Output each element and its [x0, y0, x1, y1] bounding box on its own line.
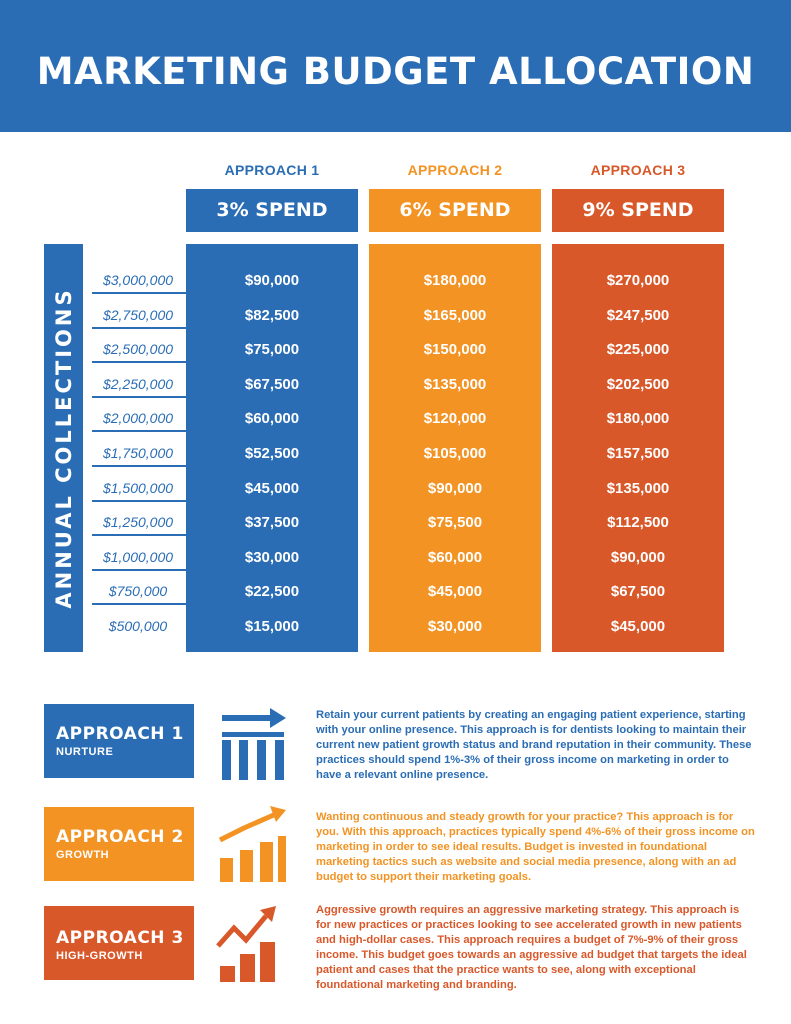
budget-cell: $202,500 [606, 375, 670, 393]
budget-cell: $247,500 [606, 306, 670, 324]
row-divider [92, 534, 186, 536]
row-label: $2,500,000 [102, 341, 174, 358]
budget-cell: $90,000 [427, 479, 483, 497]
row-label: $1,750,000 [102, 445, 174, 461]
annual-collections-bar [44, 244, 83, 652]
budget-cell: $30,000 [427, 618, 483, 635]
row-label: $500,000 [108, 618, 168, 634]
row-divider [92, 327, 186, 329]
budget-cell: $45,000 [244, 479, 300, 497]
budget-cell: $45,000 [427, 583, 483, 601]
budget-cell: $75,500 [427, 514, 483, 532]
row-label: $3,000,000 [102, 272, 174, 288]
row-label: $1,500,000 [102, 479, 174, 496]
row-divider [92, 500, 186, 502]
budget-cell: $180,000 [423, 272, 487, 289]
budget-cell: $150,000 [423, 341, 487, 359]
budget-cell: $180,000 [606, 410, 670, 428]
budget-cell: $165,000 [423, 306, 487, 324]
approach-1-column [186, 244, 358, 652]
budget-cell: $135,000 [606, 479, 670, 497]
approach-1-box-title: APPROACH 1 [56, 724, 184, 744]
approach-1-description: Retain your current patients by creating an engaging patient experience, starting with your online presence. This approach is for dentists looking to maintain their current new patient growth status and brand reputation in their community. These practices should spend 1%-3% of their gross income on marketing in order to have a relevant online presence. [316, 709, 752, 781]
approach-3-box-title: APPROACH 3 [56, 928, 184, 948]
page-title: MARKETING BUDGET ALLOCATION [36, 50, 755, 93]
annual-collections-label: ANNUAL COLLECTIONS [51, 287, 76, 609]
budget-cell: $157,500 [606, 445, 670, 462]
row-label: $1,250,000 [102, 514, 174, 531]
approach-2-description: Wanting continuous and steady growth for your practice? This approach is for you. With this approach, practices typically spend 4%-6% of their gross income on marketing in order to see ideal results. Budget is invested in foundational marketing tactics such as website and social media presence, along with an ad budget to support their marketing goals. [316, 811, 755, 883]
approach-1-label: APPROACH 1 [224, 162, 320, 178]
row-divider [92, 430, 186, 432]
spend-3-header: 3% SPEND [186, 189, 358, 232]
approach-3-description: Aggressive growth requires an aggressive marketing strategy. This approach is for new practices or practices looking to see accelerated growth in new patients and high-dollar cases. This approach requires a budget of 7%-9% of their gross income. This budget goes towards an aggressive ad budget that targets the ideal patient and cases that the practice wants to see, along with exceptional foundational marketing and branding. [316, 904, 747, 991]
budget-cell: $60,000 [427, 548, 483, 566]
title-banner [0, 0, 791, 132]
budget-cell: $225,000 [606, 341, 670, 359]
budget-cell: $270,000 [606, 272, 670, 289]
spend-9-header: 9% SPEND [552, 189, 724, 232]
approach-2-label: APPROACH 2 [407, 162, 503, 178]
approach-3-column [552, 244, 724, 652]
budget-cell: $105,000 [423, 445, 487, 462]
row-divider [92, 292, 186, 294]
budget-cell: $120,000 [423, 410, 487, 428]
budget-cell: $90,000 [610, 548, 666, 566]
budget-cell: $135,000 [423, 375, 487, 393]
row-divider [92, 603, 186, 605]
budget-cell: $67,500 [244, 375, 300, 393]
budget-cell: $112,500 [607, 514, 669, 532]
spend-6-header: 6% SPEND [369, 189, 541, 232]
arrow-right-bar-chart-icon [220, 704, 290, 780]
row-label: $750,000 [108, 583, 168, 600]
trend-up-bar-chart-icon [216, 806, 288, 882]
zigzag-growth-bar-chart-icon [216, 906, 278, 982]
budget-cell: $82,500 [244, 306, 300, 324]
approach-3-label: APPROACH 3 [590, 162, 686, 178]
approach-2-column [369, 244, 541, 652]
row-divider [92, 396, 186, 398]
row-divider [92, 465, 186, 467]
approach-2-box [44, 807, 194, 881]
budget-cell: $90,000 [244, 272, 300, 289]
approach-3-box-subtitle: HIGH-GROWTH [56, 950, 143, 962]
budget-cell: $30,000 [244, 548, 300, 566]
approach-2-box-subtitle: GROWTH [56, 849, 110, 861]
approach-1-box-subtitle: NURTURE [56, 746, 114, 758]
row-divider [92, 361, 186, 363]
approach-3-box [44, 906, 194, 980]
budget-cell: $22,500 [244, 583, 300, 601]
budget-cell: $75,000 [244, 341, 300, 359]
approach-2-box-title: APPROACH 2 [56, 827, 184, 847]
budget-cell: $45,000 [610, 618, 666, 635]
row-label: $2,750,000 [102, 306, 174, 323]
row-label: $2,250,000 [102, 375, 174, 392]
row-label: $1,000,000 [102, 548, 174, 565]
row-label: $2,000,000 [102, 410, 174, 427]
budget-cell: $52,500 [244, 445, 300, 462]
budget-cell: $15,000 [244, 618, 300, 635]
approach-1-box [44, 704, 194, 778]
row-divider [92, 569, 186, 571]
budget-cell: $67,500 [610, 583, 666, 601]
budget-cell: $60,000 [244, 410, 300, 428]
budget-cell: $37,500 [244, 514, 300, 532]
